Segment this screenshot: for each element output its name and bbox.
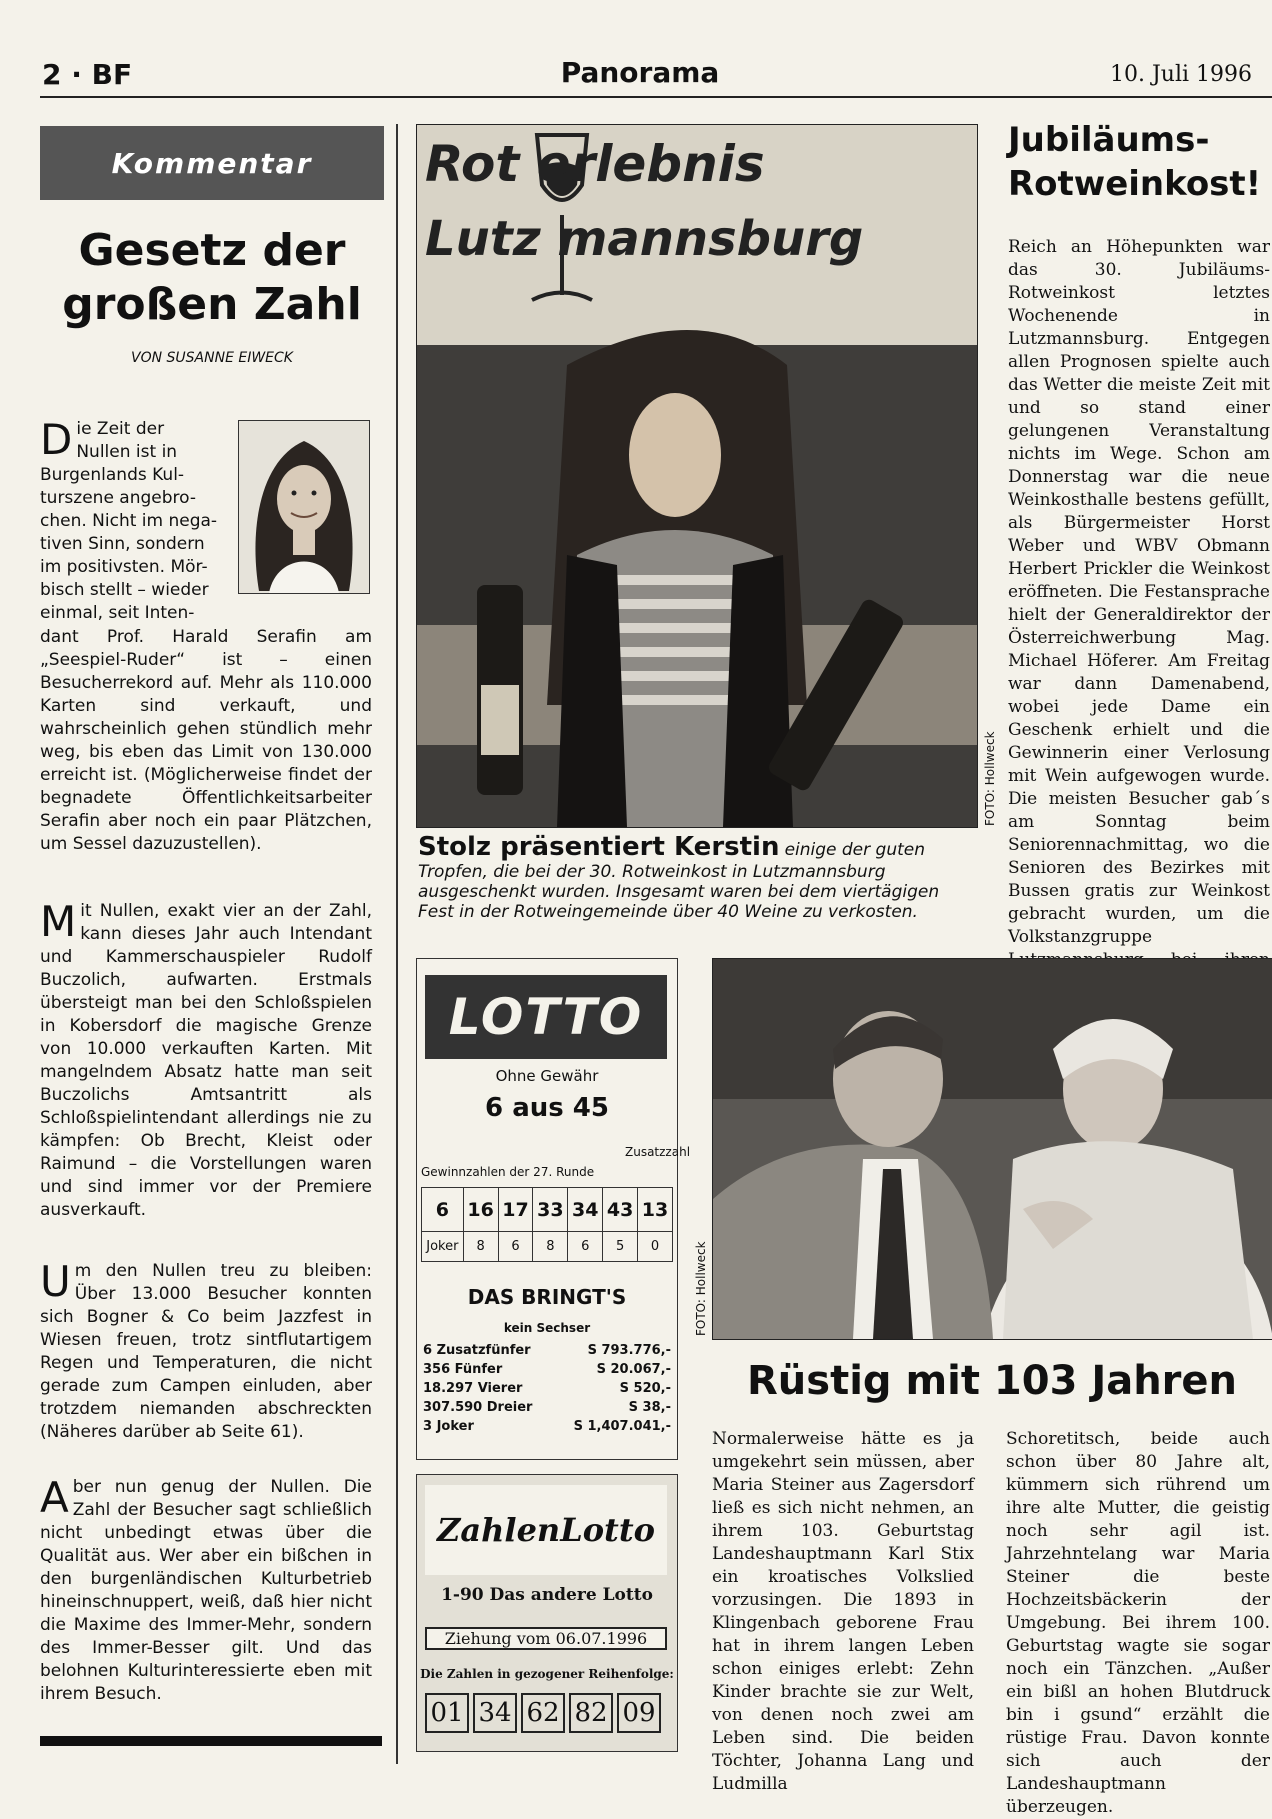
- zahlenlotto-box: [416, 1474, 678, 1752]
- lotto-number: 33: [533, 1188, 568, 1232]
- zahlenlotto-subtitle: 1-90 Das andere Lotto: [441, 1585, 653, 1605]
- caption-text: einige der guten Tropfen, die bei der 30. Rotweinkost in Lutzmannsburg ausgeschenkt wurden. Insgesamt waren bei dem viertägigen Fest in der Rotweingemeinde über 40 Weine zu verkosten.: [418, 840, 940, 922]
- ruestig-photo-image: [713, 959, 1272, 1339]
- joker-digit: 8: [533, 1232, 568, 1262]
- draw-date: Ziehung vom 06.07.1996: [425, 1627, 667, 1650]
- kommentar-para1-narrow: [40, 415, 232, 625]
- payout-row: 356 Fünfer S 20.067,-: [423, 1362, 671, 1377]
- lotto-zusatz-number: 13: [638, 1188, 673, 1232]
- sign-line1: Rot erlebnis: [425, 135, 765, 193]
- sign-line2: Lutz mannsburg: [425, 211, 864, 267]
- para2: Mit Nullen, exakt vier an der Zahl, kann dieses Jahr auch Intendant und Kammerschauspieler Rudolf Buczolich, aufwarten. Erstmals übersteigt man bei den Schloßspielen in Kobersdorf die magische Grenze von 10.000 verkauften Karten. Mit mangelndem Absatz hatte man seit Buczolichs Amtsantritt als Schloßspielintendant allerdings nie zu kämpfen: Ob Brecht, Kleist oder Raimund – die Vorstellungen waren und sind immer vor der Premiere ausverkauft.: [40, 897, 372, 1220]
- ruestig-title: Rüstig mit 103 Jahren: [746, 1358, 1238, 1404]
- portrait-image: [239, 421, 369, 593]
- para1-rest: dant Prof. Harald Serafin am „Seespiel-Ruder“ ist – einen Besucherrekord auf. Mehr als 110.000 Karten sind verkauft, und wahrscheinlich gehen stündlich mehr weg, bis eben das Limit von 130.000 erreicht ist. (Möglicherweise findet der begnadete Öffentlichkeitsarbeiter Serafin aber noch ein paar Plätzchen, um Sessel dazuzustellen).: [40, 627, 372, 854]
- caption-headline: Stolz präsentiert Kerstin: [418, 832, 780, 862]
- ruestig-photo: [712, 958, 1272, 1340]
- kommentar-para3: [40, 1257, 372, 1444]
- payout-title: DAS BRINGT'S: [467, 1285, 627, 1309]
- kommentar-para2: [40, 897, 372, 1222]
- lotto-note: Ohne Gewähr: [495, 1067, 599, 1085]
- author-portrait: [238, 420, 370, 594]
- payout-list: [423, 1343, 671, 1434]
- para3: Um den Nullen treu zu bleiben: Über 13.000 Besucher konnten sich Bogner & Co beim Jazzfest in Wiesen freuen, trotz sintflutartigem Regen und Temperaturen, die nicht gerade zum Campen einluden, aber trotzdem niemanden abschreckten (Näheres darüber ab Seite 61).: [40, 1257, 372, 1442]
- para4: Aber nun genug der Nullen. Die Zahl der Besucher sagt schließlich nicht unbedingt etwas über die Qualität aus. Wer aber ein bißchen in den burgenländischen Kulturbetrieb hineinschnuppert, weiß, daß hier nicht die Maxime des Immer-Mehr, sondern des Immer-Besser gilt. Und das belohnen Kulturinteressierte eben mit ihrem Besuch.: [40, 1473, 372, 1704]
- ruestig-col1: Normalerweise hätte es ja umgekehrt sein müssen, aber Maria Steiner aus Zagersdorf ließ es sich nicht nehmen, an ihrem 103. Geburtstag Landeshauptmann Karl Stix ein kroatisches Volkslied vorzusingen. Die 1893 in Klingenbach geborene Frau hat in ihrem langen Leben schon einiges erlebt: Zehn Kinder brachte sie zur Welt, von denen noch zwei am Leben sind. Die beiden Töchter, Johanna Lang und Ludmilla: [712, 1429, 974, 1794]
- drop-cap: A: [40, 1473, 69, 1522]
- page-number: 2 · BF: [42, 58, 133, 91]
- joker-digit: 8: [463, 1232, 498, 1262]
- payout-row: 18.297 Vierer S 520,-: [423, 1381, 671, 1396]
- lotto-round-label: Gewinnzahlen der 27. Runde: [421, 1165, 595, 1179]
- lotto-number: 6: [422, 1188, 464, 1232]
- drop-cap: U: [40, 1257, 71, 1306]
- joker-digit: 5: [603, 1232, 638, 1262]
- zahlenlotto-logo: ZahlenLotto: [425, 1485, 667, 1575]
- draw-number: 09: [617, 1693, 661, 1733]
- header-rule: [40, 96, 1272, 98]
- kommentar-para4: [40, 1473, 372, 1706]
- joker-digit: 6: [498, 1232, 533, 1262]
- photo2-credit: FOTO: Hollweck: [694, 1241, 708, 1336]
- column-divider: [396, 124, 398, 1764]
- kerstin-photo: [416, 124, 978, 828]
- photo1-credit: FOTO: Hollweck: [983, 731, 997, 826]
- payout-note: kein Sechser: [503, 1321, 591, 1335]
- lotto-number: 17: [498, 1188, 533, 1232]
- payout-row: 307.590 Dreier S 38,-: [423, 1400, 671, 1415]
- payout-row: 6 Zusatzfünfer S 793.776,-: [423, 1343, 671, 1358]
- section-title: Panorama: [560, 56, 720, 89]
- joker-digit: 6: [568, 1232, 603, 1262]
- lotto-numbers: [421, 1187, 673, 1262]
- joker-digit: 0: [638, 1232, 673, 1262]
- lotto-number: 34: [568, 1188, 603, 1232]
- kommentar-para1-rest: [40, 626, 372, 856]
- payout-row: 3 Joker S 1,407.041,-: [423, 1419, 671, 1434]
- draw-number: 82: [569, 1693, 613, 1733]
- draw-number: 34: [473, 1693, 517, 1733]
- lotto-number: 16: [463, 1188, 498, 1232]
- joker-label: Joker: [422, 1232, 464, 1262]
- kommentar-headline: Gesetz der großen Zahl: [62, 225, 362, 330]
- kommentar-banner: Kommentar: [40, 126, 384, 200]
- photo1-caption: [418, 832, 978, 922]
- drop-cap: M: [40, 897, 77, 946]
- draw-numbers: [425, 1693, 661, 1733]
- lotto-logo: LOTTO: [425, 975, 667, 1059]
- drop-cap: D: [40, 415, 73, 464]
- draw-number: 62: [521, 1693, 565, 1733]
- para1-lines: Die Zeit der Nullen ist in Burgenlands Kul- turszene angebro- chen. Nicht im nega- tiven Sinn, sondern im positivsten. Mör- bisch stellt – wieder einmal, seit Inten-: [40, 415, 218, 623]
- issue-date: 10. Juli 1996: [1110, 62, 1253, 87]
- ruestig-col2: Schoretitsch, beide auch schon über 80 Jahre alt, kümmern sich rührend um ihre alte Mutter, die geistig noch sehr agil ist. Jahrzehntelang war Maria Steiner die beste Hochzeitsbäckerin der Umgebung. Bei ihrem 100. Geburtstag wagte sie sogar noch ein Tänzchen. „Außer ein bißl an hohen Blutdruck bin i gsund“ erzählt die rüstige Frau. Davon konnte sich auch der Landeshauptmann überzeugen.: [1006, 1429, 1270, 1817]
- jubilaeum-text: Reich an Höhepunkten war das 30. Jubiläums-Rotweinkost letztes Wochenende in Lutzmannsburg. Entgegen allen Prognosen spielte auch das Wetter die meiste Zeit mit und so stand einer gelungenen Veranstaltung nichts im Wege. Schon am Donnerstag war die neue Weinkosthalle bestens gefüllt, als Bürgermeister Horst Weber und WBV Obmann Herbert Prickler die Weinkost eröffneten. Die Festansprache hielt der Generaldirektor der Österreichwerbung Mag. Michael Höferer. Am Freitag war dann Damenabend, wobei jede Dame ein Geschenk erhielt und die Gewinnerin einer Verlosung mit Wein aufgewogen wurde. Die meisten Besucher gab´s am Sonntag beim Seniorennachmittag, wo die Senioren des Bezirkes mit Bussen gratis zur Weinkost gebracht wurden, um die Volkstanzgruppe: [1008, 237, 1270, 947]
- lotto-zusatz-label: Zusatzzahl: [625, 1145, 691, 1159]
- draw-number: 01: [425, 1693, 469, 1733]
- draw-order-label: Die Zahlen in gezogener Reihenfolge:: [420, 1667, 674, 1681]
- lotto-box: [416, 958, 691, 1460]
- byline: VON SUSANNE EIWECK: [131, 350, 293, 366]
- lotto-game: 6 aus 45: [485, 1093, 609, 1123]
- column-end-bar: [40, 1736, 382, 1746]
- lotto-number: 43: [603, 1188, 638, 1232]
- jubilaeum-title: Jubiläums-Rotweinkost!: [1008, 120, 1262, 204]
